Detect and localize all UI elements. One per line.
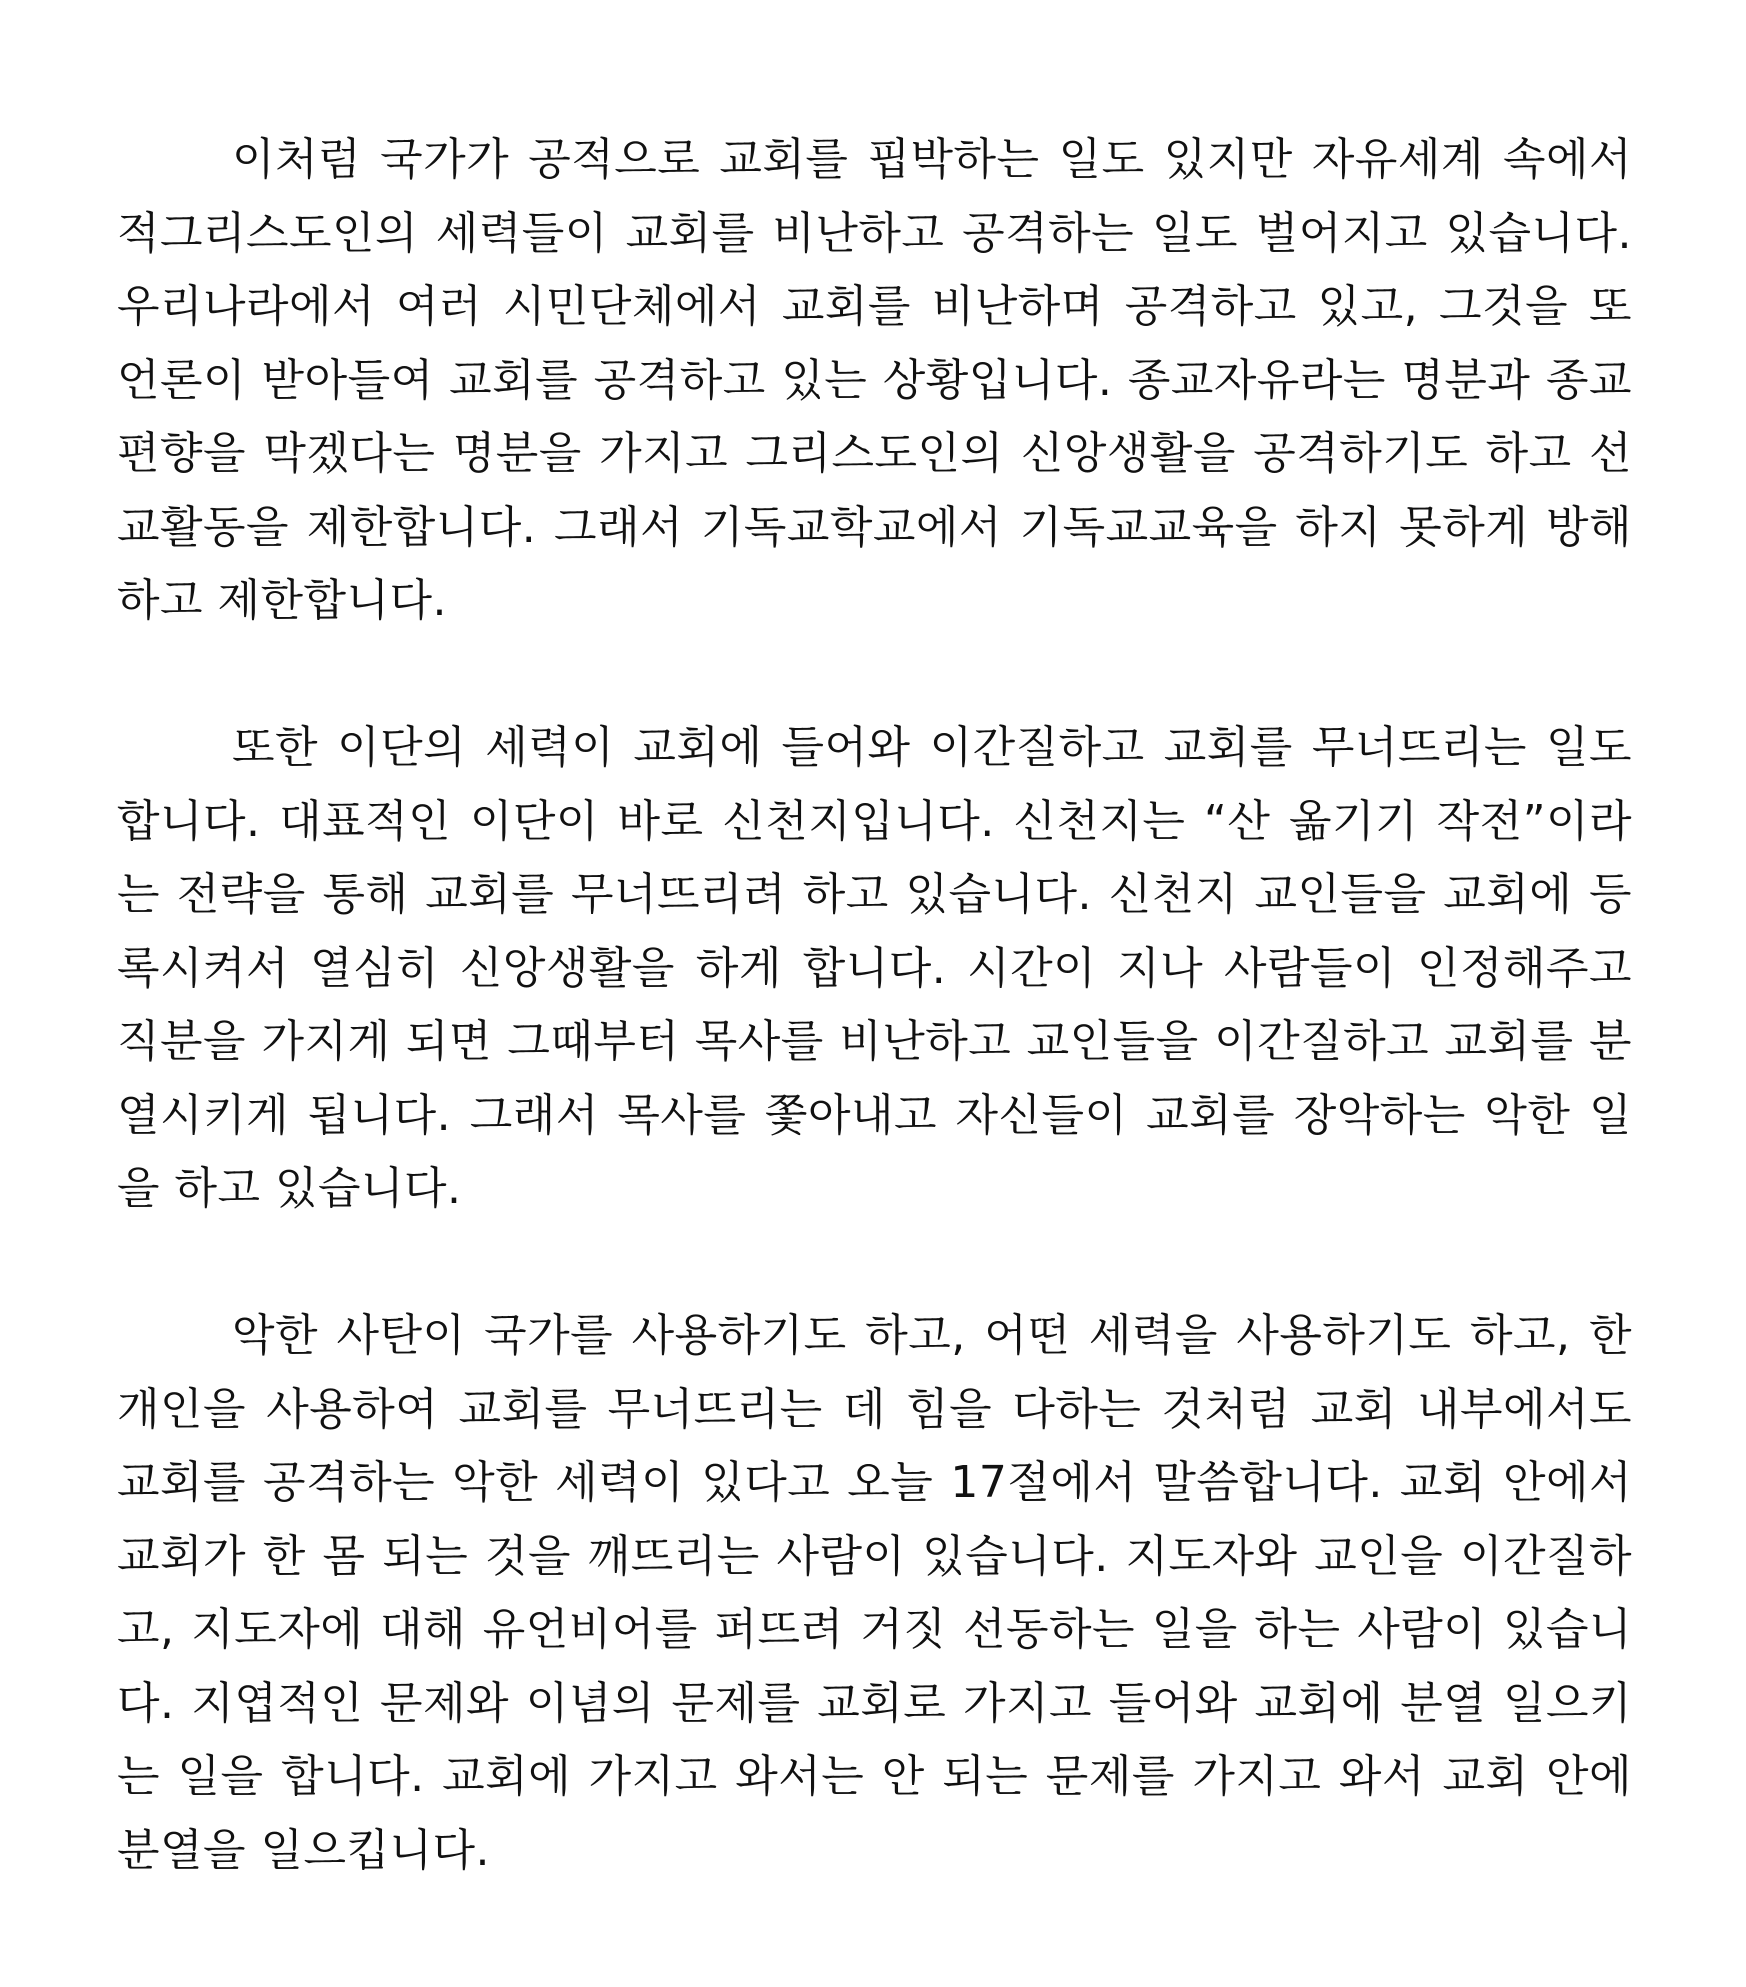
paragraph-3: 악한 사탄이 국가를 사용하기도 하고, 어떤 세력을 사용하기도 하고, 한 개인을 사용하여 교회를 무너뜨리는 데 힘을 다하는 것처럼 교회 내부에서도 교회를 공격하는 악한 세력이 있다고 오늘 17절에서 말씀합니다. 교회 안에서 교회가 한 몸 되는 것을 깨뜨리는 사람이 있습니다. 지도자와 교인을 이간질하고, 지도자에 대해 유언비어를 퍼뜨려 거짓 선동하는 일을 하는 사람이 있습니다. 지엽적인 문제와 이념의 문제를 교회로 가지고 들어와 교회에 분열 일으키는 일을 합니다. 교회에 가지고 와서는 안 되는 문제를 가지고 와서 교회 안에 분열을 일으킵니다. bbox=[117, 1310, 1632, 1876]
paragraph-2: 또한 이단의 세력이 교회에 들어와 이간질하고 교회를 무너뜨리는 일도 합니다. 대표적인 이단이 바로 신천지입니다. 신천지는 “산 옮기기 작전”이라는 전략을 통해 교회를 무너뜨리려 하고 있습니다. 신천지 교인들을 교회에 등록시켜서 열심히 신앙생활을 하게 합니다. 시간이 지나 사람들이 인정해주고 직분을 가지게 되면 그때부터 목사를 비난하고 교인들을 이간질하고 교회를 분열시키게 됩니다. 그래서 목사를 쫓아내고 자신들이 교회를 장악하는 악한 일을 하고 있습니다. bbox=[117, 722, 1632, 1214]
paragraph-1: 이처럼 국가가 공적으로 교회를 핍박하는 일도 있지만 자유세계 속에서 적그리스도인의 세력들이 교회를 비난하고 공격하는 일도 벌어지고 있습니다. 우리나라에서 여러 시민단체에서 교회를 비난하며 공격하고 있고, 그것을 또 언론이 받아들여 교회를 공격하고 있는 상황입니다. 종교자유라는 명분과 종교 편향을 막겠다는 명분을 가지고 그리스도인의 신앙생활을 공격하기도 하고 선교활동을 제한합니다. 그래서 기독교학교에서 기독교교육을 하지 못하게 방해하고 제한합니다. bbox=[117, 134, 1632, 626]
document-page bbox=[117, 123, 1632, 1887]
